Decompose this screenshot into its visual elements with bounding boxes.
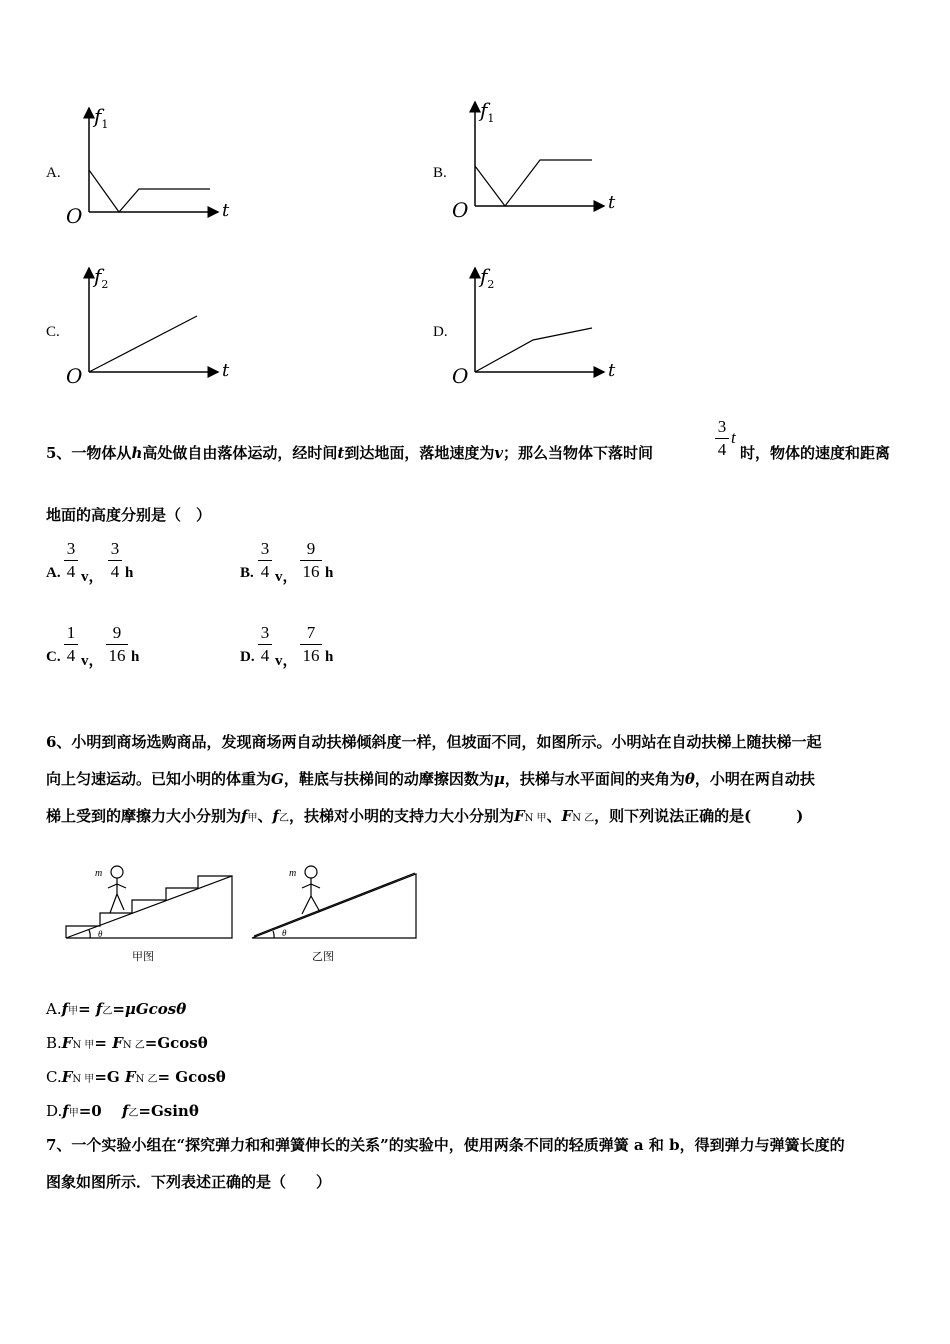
q6-option-b[interactable]: B.FN 甲= FN 乙=Gcosθ — [46, 1034, 208, 1052]
graph-c — [60, 260, 240, 390]
option-a-label: A. — [46, 165, 61, 181]
q6-option-a[interactable]: A.f甲= f乙=μGcosθ — [46, 1000, 187, 1018]
q6-line2: 向上匀速运动。已知小明的体重为G，鞋底与扶梯间的动摩擦因数为μ，扶梯与水平面间的夹角为θ，小明在两自动扶 — [46, 770, 815, 788]
curve — [475, 160, 592, 206]
fraction: 3 4 — [108, 540, 122, 581]
escalator-figure — [60, 858, 430, 968]
option-d-label: D. — [433, 324, 448, 340]
q6-line1: 6、小明到商场选购商品，发现商场两自动扶梯倾斜度一样，但坡面不同，如图所示。小明站在自动扶梯上随扶梯一起 — [46, 733, 822, 751]
y-label: $f_2$ — [480, 264, 495, 291]
angle-label: θ — [98, 929, 103, 939]
q5-fraction: 3 4 — [715, 418, 729, 459]
fig-yi-caption: 乙图 — [312, 950, 334, 963]
angle-label: θ — [282, 928, 287, 938]
graph-d-plot — [446, 260, 626, 390]
graph-a-plot — [60, 100, 240, 230]
option-c-label: C. — [46, 324, 60, 340]
y-label: $f_1$ — [94, 104, 109, 131]
mass-label: m — [95, 868, 103, 879]
q5-option-a[interactable]: A. 3 4 v， 3 4 h — [46, 539, 134, 585]
fraction: 3 4 — [64, 540, 78, 581]
curve — [89, 316, 197, 372]
curve — [475, 328, 592, 372]
fraction: 7 16 — [300, 624, 322, 665]
graph-b — [446, 94, 626, 224]
x-label: t — [608, 192, 616, 213]
option-b-label: B. — [433, 165, 447, 181]
escalator-jia — [66, 866, 232, 938]
origin-label: O — [452, 198, 469, 222]
q5-line1: 5、一物体从h高处做自由落体运动，经时间t到达地面，落地速度为v；那么当物体下落时间 — [46, 444, 654, 462]
fraction: 3 4 — [258, 624, 272, 665]
y-label: $f_2$ — [94, 264, 109, 291]
graph-d — [446, 260, 626, 390]
mass-label: m — [289, 868, 297, 879]
q5-option-c[interactable]: C. 1 4 v， 9 16 h — [46, 623, 140, 669]
q5-option-d[interactable]: D. 3 4 v， 7 16 h — [240, 623, 334, 669]
origin-label: O — [66, 204, 83, 228]
escalator-drawing — [60, 858, 430, 968]
q6-option-d[interactable]: D.f甲=0 f乙=Gsinθ — [46, 1102, 199, 1120]
origin-label: O — [452, 364, 469, 388]
graph-b-plot — [446, 94, 626, 224]
q5-fraction-t: t — [731, 428, 736, 447]
graph-a — [60, 100, 240, 230]
fig-jia-caption: 甲图 — [132, 950, 154, 963]
origin-label: O — [66, 364, 83, 388]
q6-option-c[interactable]: C.FN 甲=G FN 乙= Gcosθ — [46, 1068, 226, 1086]
q7-line2: 图象如图所示．下列表述正确的是（ ） — [46, 1173, 332, 1191]
q5-line2: 地面的高度分别是（ ） — [46, 506, 212, 524]
x-label: t — [222, 360, 230, 381]
escalator-yi — [252, 866, 416, 938]
x-label: t — [222, 200, 230, 221]
q7-line1: 7、一个实验小组在“探究弹力和和弹簧伸长的关系”的实验中，使用两条不同的轻质弹簧 a 和 b，得到弹力与弹簧长度的 — [46, 1136, 845, 1154]
fraction: 1 4 — [64, 624, 78, 665]
graph-c-plot — [60, 260, 240, 390]
q6-line3: 梯上受到的摩擦力大小分别为f甲、f乙，扶梯对小明的支持力大小分别为FN 甲、FN 乙，则下列说法正确的是( ) — [46, 807, 804, 825]
curve — [89, 170, 210, 212]
fraction: 9 16 — [300, 540, 322, 581]
fraction: 9 16 — [106, 624, 128, 665]
x-label: t — [608, 360, 616, 381]
y-label: $f_1$ — [480, 98, 495, 125]
fraction: 3 4 — [258, 540, 272, 581]
q5-line1-end: 时，物体的速度和距离 — [740, 444, 891, 462]
q5-option-b[interactable]: B. 3 4 v， 9 16 h — [240, 539, 334, 585]
